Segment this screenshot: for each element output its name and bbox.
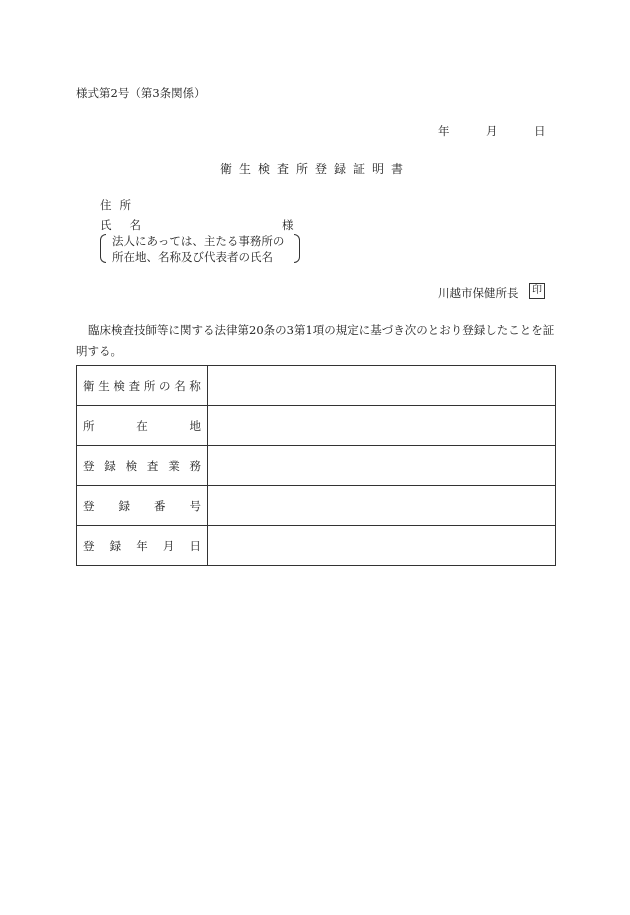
label-char: の	[159, 378, 171, 393]
label-char: 所	[83, 418, 95, 433]
bracket-left	[100, 234, 106, 263]
label-char: 録	[118, 498, 130, 513]
row-label	[77, 406, 208, 446]
bracket-right	[294, 234, 300, 263]
label-char: 年	[136, 538, 148, 553]
date-month-label: 月	[486, 124, 498, 138]
label-char: 番	[154, 498, 166, 513]
row-label	[77, 526, 208, 566]
label-text	[83, 418, 201, 434]
name-label: 氏名	[100, 218, 159, 232]
corporate-note	[100, 233, 300, 265]
row-label	[77, 486, 208, 526]
form-number: 様式第2号（第3条関係）	[76, 86, 206, 100]
row-label	[77, 446, 208, 486]
date-day-label: 日	[534, 124, 546, 138]
document-title: 衛生検査所登録証明書	[219, 162, 410, 176]
label-char: 検	[125, 458, 138, 473]
label-char: 日	[189, 538, 201, 553]
label-char: 衛	[83, 378, 95, 393]
row-value	[208, 486, 556, 526]
certificate-table	[76, 365, 556, 566]
label-char: 登	[83, 498, 95, 513]
label-text	[83, 458, 201, 474]
label-char: 所	[143, 378, 156, 393]
issuer-name: 川越市保健所長	[438, 286, 519, 300]
table-row	[77, 486, 556, 526]
label-char: 在	[136, 418, 148, 433]
label-char: 月	[162, 538, 175, 553]
label-char: 検	[113, 378, 125, 393]
honorific: 様	[282, 218, 294, 232]
label-char: 登	[83, 538, 95, 553]
table-row	[77, 446, 556, 486]
table-row	[77, 526, 556, 566]
label-char: 録	[104, 458, 116, 473]
label-char: 録	[109, 538, 122, 553]
corporate-note-line2: 所在地、名称及び代表者の氏名	[112, 250, 273, 264]
table-row	[77, 406, 556, 446]
label-char: 登	[83, 458, 95, 473]
date-year-label: 年	[438, 124, 450, 138]
label-char: 査	[128, 378, 141, 393]
label-char: 務	[189, 458, 201, 473]
row-value	[208, 366, 556, 406]
row-value	[208, 526, 556, 566]
label-char: 名	[174, 378, 186, 393]
label-char: 生	[98, 378, 110, 393]
row-label	[77, 366, 208, 406]
label-char: 業	[168, 458, 180, 473]
corporate-note-line1: 法人にあっては、主たる事務所の	[112, 234, 285, 248]
label-text	[83, 538, 201, 554]
label-char: 査	[146, 458, 159, 473]
label-text	[83, 498, 201, 514]
seal-mark: 印	[529, 283, 545, 299]
certification-text: 臨床検査技師等に関する法律第20条の3第1項の規定に基づき次のとおり登録したことを証明する。	[76, 323, 555, 358]
label-char: 号	[189, 498, 201, 513]
label-char: 称	[189, 378, 201, 393]
row-value	[208, 446, 556, 486]
row-value	[208, 406, 556, 446]
label-text	[83, 378, 201, 394]
label-char: 地	[189, 418, 201, 433]
address-label: 住所	[100, 198, 139, 212]
table-row	[77, 366, 556, 406]
